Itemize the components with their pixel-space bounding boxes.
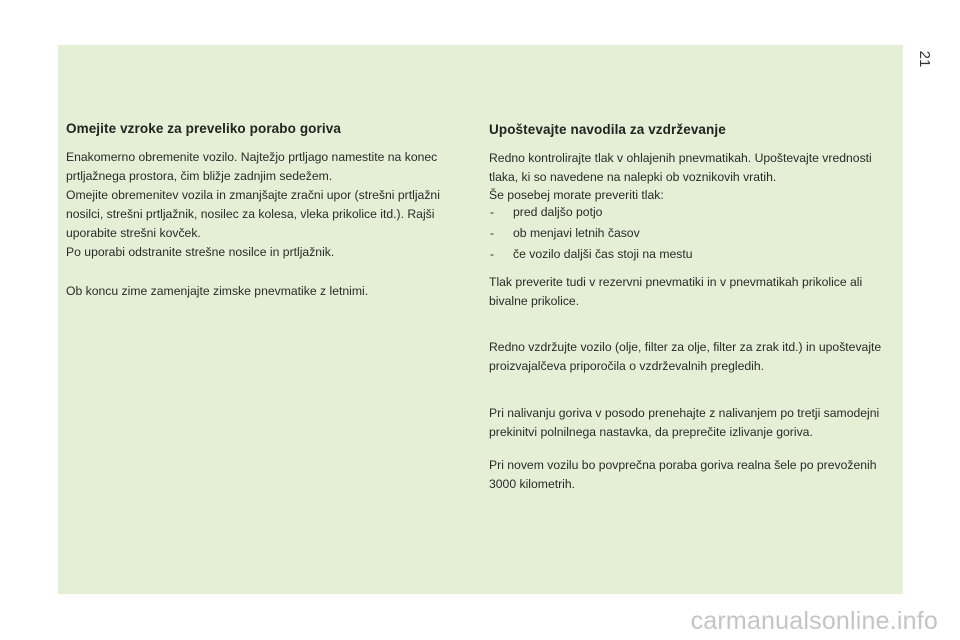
- watermark: carmanualsonline.info: [690, 607, 938, 635]
- paragraph-reduce-drag: Omejite obremenitev vozila in zmanjšajte zračni upor (strešni prtljažni nosilci, strešni prtljažnik, nosilec za kolesa, vleka prikolice itd.). Rajši uporabite strešni kovček.: [66, 188, 440, 240]
- page-number: 21: [916, 50, 933, 68]
- list-item: - če vozilo daljši čas stoji na mestu: [490, 247, 693, 261]
- section-title-fuel: Omejite vzroke za preveliko porabo goriva: [66, 121, 341, 136]
- paragraph-check-pressure: Še posebej morate preveriti tlak:: [489, 188, 664, 202]
- maintenance-section: [489, 122, 899, 494]
- fuel-consumption-section: [66, 121, 471, 301]
- paragraph-winter-tyres: Ob koncu zime zamenjajte zimske pnevmatike z letnimi.: [66, 284, 369, 298]
- list-item-parked: če vozilo daljši čas stoji na mestu: [513, 247, 693, 261]
- paragraph-remove-racks: Po uporabi odstranite strešne nosilce in prtljažnik.: [66, 245, 335, 259]
- paragraph-spare-tyre: Tlak preverite tudi v rezervni pnevmatiki in v pnevmatikah prikolice ali bivalne prikolice.: [489, 275, 863, 308]
- pressure-check-list: [489, 203, 899, 264]
- list-item: - ob menjavi letnih časov: [490, 226, 640, 240]
- paragraph-tyre-pressure: Redno kontrolirajte tlak v ohlajenih pnevmatikah. Upoštevajte vrednosti tlaka, ki so navedene na nalepki ob voznikovih vratih.: [489, 151, 872, 184]
- section-title-maintenance: Upoštevajte navodila za vzdrževanje: [489, 122, 726, 137]
- paragraph-new-vehicle: Pri novem vozilu bo povprečna poraba goriva realna šele po prevoženih 3000 kilometrih.: [489, 458, 877, 491]
- paragraph-load-evenly: Enakomerno obremenite vozilo. Najtežjo prtljago namestite na konec prtljažnega prostora, čim bližje zadnjim sedežem.: [66, 150, 438, 183]
- list-item: - pred daljšo potjo: [490, 205, 603, 219]
- paragraph-service: Redno vzdržujte vozilo (olje, filter za olje, filter za zrak itd.) in upoštevajte proizvajalčeva priporočila o vzdrževalnih pregledih.: [489, 340, 882, 373]
- paragraph-refuelling: Pri nalivanju goriva v posodo prenehajte z nalivanjem po tretji samodejni prekinitvi polnilnega nastavka, da preprečite izlivanje goriva.: [489, 406, 880, 439]
